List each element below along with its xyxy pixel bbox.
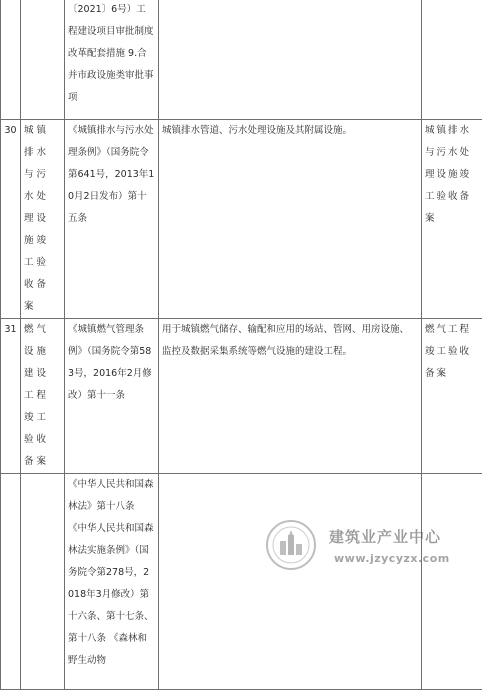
item-name [21, 474, 65, 690]
scope-of-application [159, 474, 422, 690]
table-row [1, 120, 482, 319]
scope-of-application: 用于城镇燃气储存、输配和应用的场站、管网、用房设施、监控及数据采集系统等燃气设施的建设工程。 [159, 319, 422, 474]
matter-name [422, 0, 482, 120]
building-seal-icon [265, 519, 317, 571]
scope-of-application [159, 0, 422, 120]
legal-basis: 《中华人民共和国森林法》第十八条 《中华人民共和国森林法实施条例》（国务院令第278号，2018年3月修改）第十六条、第十七条、第十八条 《森林和野生动物 [65, 474, 159, 690]
item-name [21, 0, 65, 120]
row-number: 31 [1, 319, 21, 474]
scope-of-application: 城镇排水管道、污水处理设施及其附属设施。 [159, 120, 422, 319]
item-name: 燃气设施建设工程竣工验收备案 [21, 319, 65, 474]
item-name: 城镇排水与污水处理设施竣工验收备案 [21, 120, 65, 319]
table-row [1, 319, 482, 474]
watermark-url: www.jzycyzx.com [334, 552, 450, 565]
legal-basis: 〔2021〕6号）工程建设项目审批制度改革配套措施 9.合并市政设施类审批事项 [65, 0, 159, 120]
legal-basis: 《城镇燃气管理条例》（国务院令第583号，2016年2月修改）第十一条 [65, 319, 159, 474]
row-number [1, 0, 21, 120]
matter-name: 燃气工程竣工验收备案 [422, 319, 482, 474]
matter-name [422, 474, 482, 690]
table-row [1, 474, 482, 690]
table-row [1, 0, 482, 120]
row-number [1, 474, 21, 690]
row-number: 30 [1, 120, 21, 319]
watermark-title: 建筑业产业中心 [329, 526, 441, 547]
legal-basis: 《城镇排水与污水处理条例》（国务院令第641号，2013年10月2日发布）第十五条 [65, 120, 159, 319]
watermark [255, 519, 465, 575]
matter-name: 城镇排水与污水处理设施竣工验收备案 [422, 120, 482, 319]
